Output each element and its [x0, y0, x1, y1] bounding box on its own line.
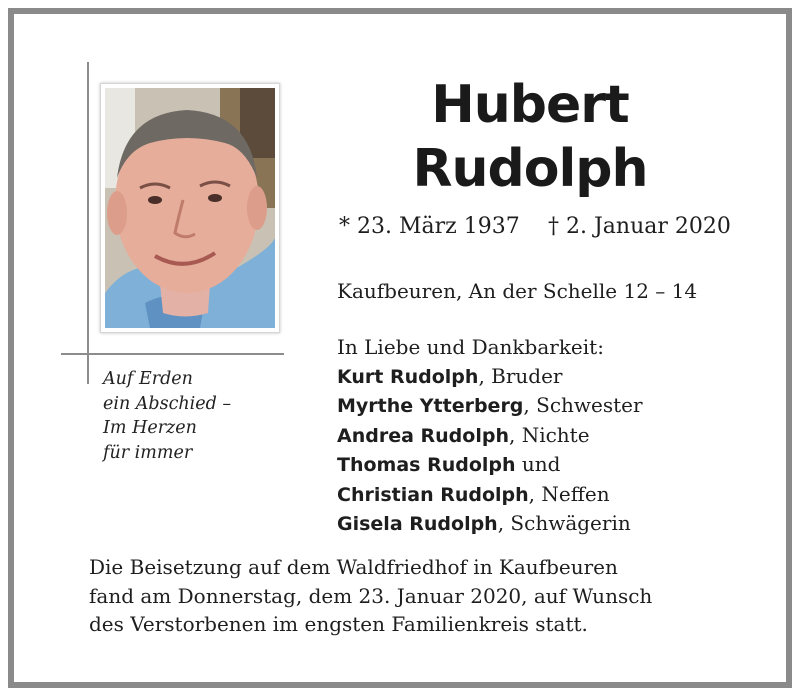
burial-line: fand am Donnerstag, dem 23. Januar 2020, auf Wunsch	[89, 583, 653, 608]
mourner-relation: , Bruder	[478, 363, 563, 388]
burial-line: Die Beisetzung auf dem Waldfriedhof in Kaufbeuren	[89, 555, 618, 579]
motto-line: ein Abschied –	[103, 393, 232, 414]
mourner-name: Thomas Rudolph	[337, 454, 516, 476]
motto-line: Im Herzen	[103, 418, 197, 438]
deceased-first-name: Hubert	[431, 75, 629, 135]
vertical-rule	[87, 62, 89, 384]
burial-line: des Verstorbenen im engsten Familienkreis statt.	[89, 612, 588, 636]
mourners-list	[337, 333, 643, 539]
mourner-relation: und	[515, 452, 561, 476]
motto-line: Auf Erden	[103, 369, 193, 389]
mourner-name: Gisela Rudolph	[337, 513, 498, 535]
list-item	[337, 391, 643, 421]
motto	[103, 367, 231, 465]
mourner-name: Kurt Rudolph	[337, 365, 479, 388]
mourner-relation: , Schwester	[523, 393, 643, 417]
mourner-name: Andrea Rudolph	[337, 424, 509, 447]
death-date: † 2. Januar 2020	[548, 214, 731, 239]
mourners-intro: In Liebe und Dankbarkeit:	[337, 335, 604, 359]
portrait-photo	[100, 83, 280, 333]
birth-date: * 23. März 1937	[339, 214, 520, 239]
mourner-name: Myrthe Ytterberg	[337, 395, 524, 417]
list-item	[337, 421, 643, 451]
portrait-image	[105, 88, 275, 328]
motto-line: für immer	[103, 442, 193, 463]
mourner-name: Christian Rudolph	[337, 483, 529, 506]
mourner-relation: , Neffen	[528, 481, 610, 506]
burial-notice	[89, 553, 652, 639]
list-item	[337, 509, 643, 539]
list-item	[337, 480, 643, 510]
list-item	[337, 450, 643, 480]
address: Kaufbeuren, An der Schelle 12 – 14	[337, 279, 698, 303]
mourner-relation: , Nichte	[508, 422, 590, 447]
list-item	[337, 362, 643, 392]
mourner-relation: , Schwägerin	[497, 511, 631, 535]
horizontal-rule	[61, 353, 284, 355]
deceased-last-name: Rudolph	[412, 139, 648, 199]
